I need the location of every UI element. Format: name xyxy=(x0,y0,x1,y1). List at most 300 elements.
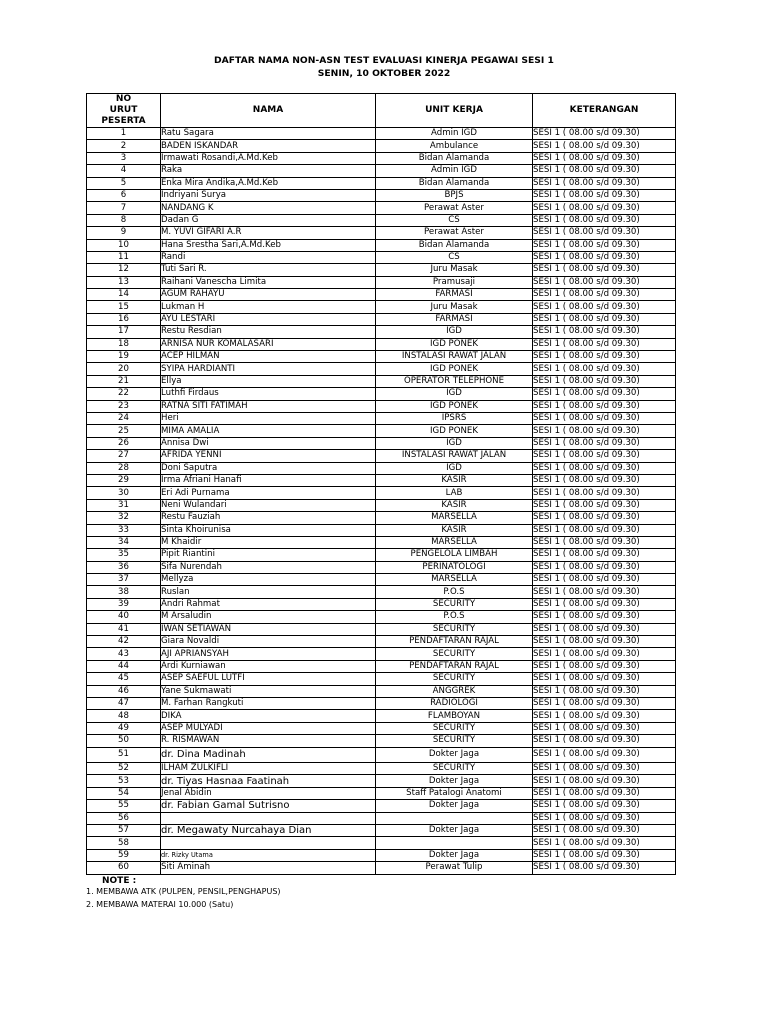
cell-unit: MARSELLA xyxy=(376,574,533,586)
cell-nama: M Khaidir xyxy=(161,536,376,548)
cell-no: 34 xyxy=(87,536,161,548)
cell-keterangan: SESI 1 ( 08.00 s/d 09.30) xyxy=(533,812,676,824)
cell-unit: SECURITY xyxy=(376,648,533,660)
cell-unit: MARSELLA xyxy=(376,512,533,524)
cell-nama: Ratu Sagara xyxy=(161,128,376,140)
cell-no: 22 xyxy=(87,388,161,400)
cell-unit: SECURITY xyxy=(376,623,533,635)
cell-nama: ACEP HILMAN xyxy=(161,351,376,363)
cell-no: 12 xyxy=(87,264,161,276)
cell-nama: dr. Fabian Gamal Sutrisno xyxy=(161,800,376,812)
table-row xyxy=(87,837,676,849)
cell-unit: INSTALASI RAWAT JALAN xyxy=(376,351,533,363)
table-row xyxy=(87,462,676,474)
cell-keterangan: SESI 1 ( 08.00 s/d 09.30) xyxy=(533,289,676,301)
cell-unit: PENDAFTARAN RAJAL xyxy=(376,636,533,648)
table-row xyxy=(87,264,676,276)
cell-keterangan: SESI 1 ( 08.00 s/d 09.30) xyxy=(533,177,676,189)
cell-keterangan: SESI 1 ( 08.00 s/d 09.30) xyxy=(533,697,676,709)
cell-unit: CS xyxy=(376,251,533,263)
document-title: DAFTAR NAMA NON-ASN TEST EVALUASI KINERJA PEGAWAI SESI 1 xyxy=(214,55,554,66)
cell-nama: Neni Wulandari xyxy=(161,499,376,511)
cell-unit: Pramusaji xyxy=(376,276,533,288)
cell-no: 4 xyxy=(87,165,161,177)
cell-unit: SECURITY xyxy=(376,673,533,685)
cell-unit: LAB xyxy=(376,487,533,499)
cell-unit: PENDAFTARAN RAJAL xyxy=(376,660,533,672)
cell-no: 1 xyxy=(87,128,161,140)
cell-no: 26 xyxy=(87,437,161,449)
cell-nama: Yane Sukmawati xyxy=(161,685,376,697)
cell-keterangan: SESI 1 ( 08.00 s/d 09.30) xyxy=(533,128,676,140)
table-row xyxy=(87,549,676,561)
cell-unit xyxy=(376,812,533,824)
cell-unit: P.O.S xyxy=(376,611,533,623)
cell-keterangan: SESI 1 ( 08.00 s/d 09.30) xyxy=(533,487,676,499)
cell-keterangan: SESI 1 ( 08.00 s/d 09.30) xyxy=(533,735,676,747)
cell-no: 53 xyxy=(87,775,161,787)
cell-unit: IGD xyxy=(376,437,533,449)
cell-unit: KASIR xyxy=(376,524,533,536)
table-row xyxy=(87,735,676,747)
cell-keterangan: SESI 1 ( 08.00 s/d 09.30) xyxy=(533,338,676,350)
cell-no: 29 xyxy=(87,474,161,486)
cell-no: 60 xyxy=(87,862,161,874)
cell-keterangan: SESI 1 ( 08.00 s/d 09.30) xyxy=(533,787,676,799)
table-row xyxy=(87,586,676,598)
table-row xyxy=(87,812,676,824)
cell-unit: Admin IGD xyxy=(376,128,533,140)
cell-unit: CS xyxy=(376,214,533,226)
cell-no: 43 xyxy=(87,648,161,660)
cell-no: 33 xyxy=(87,524,161,536)
table-row xyxy=(87,363,676,375)
cell-no: 18 xyxy=(87,338,161,350)
cell-unit: Bidan Alamanda xyxy=(376,177,533,189)
table-row xyxy=(87,189,676,201)
cell-unit: Dokter Jaga xyxy=(376,849,533,861)
cell-nama: Dadan G xyxy=(161,214,376,226)
cell-nama: SYIPA HARDIANTI xyxy=(161,363,376,375)
cell-unit: Perawat Aster xyxy=(376,202,533,214)
table-row xyxy=(87,450,676,462)
table-row xyxy=(87,824,676,836)
cell-nama: Pipit Riantini xyxy=(161,549,376,561)
cell-keterangan: SESI 1 ( 08.00 s/d 09.30) xyxy=(533,251,676,263)
table-row xyxy=(87,512,676,524)
cell-keterangan: SESI 1 ( 08.00 s/d 09.30) xyxy=(533,326,676,338)
cell-keterangan: SESI 1 ( 08.00 s/d 09.30) xyxy=(533,512,676,524)
table-row xyxy=(87,697,676,709)
cell-unit: IPSRS xyxy=(376,412,533,424)
cell-no: 44 xyxy=(87,660,161,672)
cell-no: 8 xyxy=(87,214,161,226)
cell-no: 41 xyxy=(87,623,161,635)
table-body xyxy=(87,128,676,875)
col-header-keterangan: KETERANGAN xyxy=(533,94,676,128)
cell-keterangan: SESI 1 ( 08.00 s/d 09.30) xyxy=(533,747,676,763)
cell-unit: Juru Masak xyxy=(376,301,533,313)
cell-nama: DIKA xyxy=(161,710,376,722)
cell-unit: IGD PONEK xyxy=(376,400,533,412)
cell-no: 48 xyxy=(87,710,161,722)
table-header-row xyxy=(87,94,676,128)
table-row xyxy=(87,787,676,799)
table-row xyxy=(87,474,676,486)
cell-no: 35 xyxy=(87,549,161,561)
table-row xyxy=(87,487,676,499)
cell-nama: Sinta Khoirunisa xyxy=(161,524,376,536)
cell-keterangan: SESI 1 ( 08.00 s/d 09.30) xyxy=(533,165,676,177)
table-row xyxy=(87,375,676,387)
cell-nama: M. Farhan Rangkuti xyxy=(161,697,376,709)
document-date: SENIN, 10 OKTOBER 2022 xyxy=(317,68,451,79)
cell-nama: Ardi Kurniawan xyxy=(161,660,376,672)
cell-unit: FLAMBOYAN xyxy=(376,710,533,722)
table-row xyxy=(87,313,676,325)
cell-unit: IGD xyxy=(376,326,533,338)
cell-no: 42 xyxy=(87,636,161,648)
cell-nama: Enka Mira Andika,A.Md.Keb xyxy=(161,177,376,189)
cell-nama: ASEP MULYADI xyxy=(161,722,376,734)
cell-unit: IGD PONEK xyxy=(376,338,533,350)
cell-no: 6 xyxy=(87,189,161,201)
cell-nama: Doni Saputra xyxy=(161,462,376,474)
table-row xyxy=(87,648,676,660)
cell-keterangan: SESI 1 ( 08.00 s/d 09.30) xyxy=(533,388,676,400)
cell-nama xyxy=(161,812,376,824)
cell-no: 47 xyxy=(87,697,161,709)
cell-keterangan: SESI 1 ( 08.00 s/d 09.30) xyxy=(533,598,676,610)
cell-keterangan: SESI 1 ( 08.00 s/d 09.30) xyxy=(533,648,676,660)
cell-keterangan: SESI 1 ( 08.00 s/d 09.30) xyxy=(533,462,676,474)
cell-nama: ASEP SAEFUL LUTFI xyxy=(161,673,376,685)
cell-unit: BPJS xyxy=(376,189,533,201)
cell-no: 32 xyxy=(87,512,161,524)
cell-keterangan: SESI 1 ( 08.00 s/d 09.30) xyxy=(533,536,676,548)
cell-unit: Dokter Jaga xyxy=(376,800,533,812)
cell-nama: Restu Resdian xyxy=(161,326,376,338)
cell-nama: Mellyza xyxy=(161,574,376,586)
table-row xyxy=(87,849,676,861)
cell-no: 39 xyxy=(87,598,161,610)
cell-nama: AFRIDA YENNI xyxy=(161,450,376,462)
cell-keterangan: SESI 1 ( 08.00 s/d 09.30) xyxy=(533,660,676,672)
cell-keterangan: SESI 1 ( 08.00 s/d 09.30) xyxy=(533,313,676,325)
cell-keterangan: SESI 1 ( 08.00 s/d 09.30) xyxy=(533,824,676,836)
table-row xyxy=(87,598,676,610)
cell-nama: Jenal Abidin xyxy=(161,787,376,799)
cell-keterangan: SESI 1 ( 08.00 s/d 09.30) xyxy=(533,474,676,486)
cell-nama: Heri xyxy=(161,412,376,424)
table-row xyxy=(87,623,676,635)
cell-unit: KASIR xyxy=(376,474,533,486)
table-row xyxy=(87,710,676,722)
cell-nama: IWAN SETIAWAN xyxy=(161,623,376,635)
cell-unit: IGD xyxy=(376,388,533,400)
cell-keterangan: SESI 1 ( 08.00 s/d 09.30) xyxy=(533,574,676,586)
cell-unit: Bidan Alamanda xyxy=(376,152,533,164)
cell-keterangan: SESI 1 ( 08.00 s/d 09.30) xyxy=(533,685,676,697)
cell-keterangan: SESI 1 ( 08.00 s/d 09.30) xyxy=(533,363,676,375)
cell-keterangan: SESI 1 ( 08.00 s/d 09.30) xyxy=(533,499,676,511)
cell-unit: Juru Masak xyxy=(376,264,533,276)
cell-no: 5 xyxy=(87,177,161,189)
cell-keterangan: SESI 1 ( 08.00 s/d 09.30) xyxy=(533,623,676,635)
table-row xyxy=(87,227,676,239)
cell-unit: Perawat Tulip xyxy=(376,862,533,874)
cell-no: 13 xyxy=(87,276,161,288)
cell-unit: Dokter Jaga xyxy=(376,747,533,763)
cell-no: 30 xyxy=(87,487,161,499)
cell-keterangan: SESI 1 ( 08.00 s/d 09.30) xyxy=(533,189,676,201)
cell-keterangan: SESI 1 ( 08.00 s/d 09.30) xyxy=(533,549,676,561)
cell-no: 19 xyxy=(87,351,161,363)
cell-keterangan: SESI 1 ( 08.00 s/d 09.30) xyxy=(533,425,676,437)
cell-no: 10 xyxy=(87,239,161,251)
cell-unit: Dokter Jaga xyxy=(376,824,533,836)
note-item: 1. MEMBAWA ATK (PULPEN, PENSIL,PENGHAPUS) xyxy=(86,887,281,896)
cell-keterangan: SESI 1 ( 08.00 s/d 09.30) xyxy=(533,202,676,214)
cell-keterangan: SESI 1 ( 08.00 s/d 09.30) xyxy=(533,722,676,734)
cell-nama: Andri Rahmat xyxy=(161,598,376,610)
cell-no: 59 xyxy=(87,849,161,861)
cell-keterangan: SESI 1 ( 08.00 s/d 09.30) xyxy=(533,710,676,722)
cell-unit: Dokter Jaga xyxy=(376,775,533,787)
cell-unit: SECURITY xyxy=(376,763,533,775)
cell-unit: PENGELOLA LIMBAH xyxy=(376,549,533,561)
cell-keterangan: SESI 1 ( 08.00 s/d 09.30) xyxy=(533,276,676,288)
cell-no: 7 xyxy=(87,202,161,214)
col-header-no: NO URUT PESERTA xyxy=(87,94,161,128)
cell-no: 31 xyxy=(87,499,161,511)
cell-nama: Raka xyxy=(161,165,376,177)
cell-unit: SECURITY xyxy=(376,722,533,734)
table-row xyxy=(87,685,676,697)
cell-unit: IGD xyxy=(376,462,533,474)
table-row xyxy=(87,574,676,586)
cell-unit: OPERATOR TELEPHONE xyxy=(376,375,533,387)
cell-no: 58 xyxy=(87,837,161,849)
cell-unit: IGD PONEK xyxy=(376,425,533,437)
table-row xyxy=(87,128,676,140)
cell-nama: Siti Aminah xyxy=(161,862,376,874)
cell-unit: FARMASI xyxy=(376,313,533,325)
cell-nama: Hana Srestha Sari,A.Md.Keb xyxy=(161,239,376,251)
cell-nama: Ellya xyxy=(161,375,376,387)
table-row xyxy=(87,338,676,350)
cell-keterangan: SESI 1 ( 08.00 s/d 09.30) xyxy=(533,140,676,152)
table-row xyxy=(87,425,676,437)
participant-table xyxy=(86,93,676,875)
cell-keterangan: SESI 1 ( 08.00 s/d 09.30) xyxy=(533,351,676,363)
cell-nama: Restu Fauziah xyxy=(161,512,376,524)
cell-no: 17 xyxy=(87,326,161,338)
cell-nama: Ruslan xyxy=(161,586,376,598)
table-row xyxy=(87,747,676,763)
cell-keterangan: SESI 1 ( 08.00 s/d 09.30) xyxy=(533,862,676,874)
cell-no: 57 xyxy=(87,824,161,836)
cell-nama: M Arsaludin xyxy=(161,611,376,623)
note-heading: NOTE : xyxy=(102,876,137,886)
cell-nama: dr. Tiyas Hasnaa Faatinah xyxy=(161,775,376,787)
table-row xyxy=(87,276,676,288)
cell-nama: Eri Adi Purnama xyxy=(161,487,376,499)
cell-keterangan: SESI 1 ( 08.00 s/d 09.30) xyxy=(533,214,676,226)
table-row xyxy=(87,673,676,685)
cell-no: 25 xyxy=(87,425,161,437)
table-row xyxy=(87,763,676,775)
table-row xyxy=(87,561,676,573)
table-row xyxy=(87,301,676,313)
cell-unit: Staff Patalogi Anatomi xyxy=(376,787,533,799)
cell-nama: RATNA SITI FATIMAH xyxy=(161,400,376,412)
cell-keterangan: SESI 1 ( 08.00 s/d 09.30) xyxy=(533,561,676,573)
cell-keterangan: SESI 1 ( 08.00 s/d 09.30) xyxy=(533,152,676,164)
table-row xyxy=(87,239,676,251)
cell-no: 21 xyxy=(87,375,161,387)
cell-nama: dr. Dina Madinah xyxy=(161,747,376,763)
cell-unit: FARMASI xyxy=(376,289,533,301)
table-row xyxy=(87,499,676,511)
cell-keterangan: SESI 1 ( 08.00 s/d 09.30) xyxy=(533,837,676,849)
cell-unit: Admin IGD xyxy=(376,165,533,177)
cell-no: 55 xyxy=(87,800,161,812)
table-row xyxy=(87,862,676,874)
cell-nama: MIMA AMALIA xyxy=(161,425,376,437)
cell-keterangan: SESI 1 ( 08.00 s/d 09.30) xyxy=(533,227,676,239)
cell-keterangan: SESI 1 ( 08.00 s/d 09.30) xyxy=(533,673,676,685)
cell-no: 45 xyxy=(87,673,161,685)
cell-keterangan: SESI 1 ( 08.00 s/d 09.30) xyxy=(533,239,676,251)
cell-no: 11 xyxy=(87,251,161,263)
table-row xyxy=(87,326,676,338)
cell-nama: Indriyani Surya xyxy=(161,189,376,201)
cell-no: 54 xyxy=(87,787,161,799)
cell-nama: AJI APRIANSYAH xyxy=(161,648,376,660)
cell-nama: dr. Megawaty Nurcahaya Dian xyxy=(161,824,376,836)
cell-keterangan: SESI 1 ( 08.00 s/d 09.30) xyxy=(533,775,676,787)
cell-unit: SECURITY xyxy=(376,735,533,747)
cell-no: 50 xyxy=(87,735,161,747)
cell-nama: Luthfi Firdaus xyxy=(161,388,376,400)
cell-nama: Lukman H xyxy=(161,301,376,313)
cell-keterangan: SESI 1 ( 08.00 s/d 09.30) xyxy=(533,763,676,775)
table-row xyxy=(87,165,676,177)
cell-no: 24 xyxy=(87,412,161,424)
cell-nama: AGUM RAHAYU xyxy=(161,289,376,301)
cell-keterangan: SESI 1 ( 08.00 s/d 09.30) xyxy=(533,800,676,812)
table-row xyxy=(87,611,676,623)
cell-nama: Tuti Sari R. xyxy=(161,264,376,276)
cell-no: 9 xyxy=(87,227,161,239)
cell-unit: Bidan Alamanda xyxy=(376,239,533,251)
cell-no: 28 xyxy=(87,462,161,474)
note-item: 2. MEMBAWA MATERAI 10.000 (Satu) xyxy=(86,900,234,909)
cell-unit: INSTALASI RAWAT JALAN xyxy=(376,450,533,462)
cell-no: 38 xyxy=(87,586,161,598)
table-row xyxy=(87,202,676,214)
cell-no: 56 xyxy=(87,812,161,824)
cell-keterangan: SESI 1 ( 08.00 s/d 09.30) xyxy=(533,636,676,648)
table-row xyxy=(87,800,676,812)
cell-no: 3 xyxy=(87,152,161,164)
table-row xyxy=(87,289,676,301)
cell-keterangan: SESI 1 ( 08.00 s/d 09.30) xyxy=(533,437,676,449)
cell-unit: KASIR xyxy=(376,499,533,511)
cell-keterangan: SESI 1 ( 08.00 s/d 09.30) xyxy=(533,301,676,313)
cell-nama: Raihani Vanescha Limita xyxy=(161,276,376,288)
cell-unit: ANGGREK xyxy=(376,685,533,697)
table-row xyxy=(87,351,676,363)
table-row xyxy=(87,775,676,787)
cell-no: 46 xyxy=(87,685,161,697)
cell-no: 23 xyxy=(87,400,161,412)
cell-keterangan: SESI 1 ( 08.00 s/d 09.30) xyxy=(533,400,676,412)
cell-nama: BADEN ISKANDAR xyxy=(161,140,376,152)
cell-nama: Annisa Dwi xyxy=(161,437,376,449)
table-row xyxy=(87,437,676,449)
table-row xyxy=(87,388,676,400)
cell-keterangan: SESI 1 ( 08.00 s/d 09.30) xyxy=(533,412,676,424)
table-row xyxy=(87,400,676,412)
cell-no: 2 xyxy=(87,140,161,152)
cell-nama: ILHAM ZULKIFLI xyxy=(161,763,376,775)
table-row xyxy=(87,722,676,734)
cell-unit xyxy=(376,837,533,849)
cell-no: 14 xyxy=(87,289,161,301)
cell-no: 27 xyxy=(87,450,161,462)
cell-unit: P.O.S xyxy=(376,586,533,598)
cell-no: 49 xyxy=(87,722,161,734)
cell-nama: AYU LESTARI xyxy=(161,313,376,325)
cell-keterangan: SESI 1 ( 08.00 s/d 09.30) xyxy=(533,849,676,861)
cell-nama: R. RISMAWAN xyxy=(161,735,376,747)
cell-nama: Sifa Nurendah xyxy=(161,561,376,573)
cell-unit: MARSELLA xyxy=(376,536,533,548)
table-row xyxy=(87,636,676,648)
cell-nama: Randi xyxy=(161,251,376,263)
cell-nama: ARNISA NUR KOMALASARI xyxy=(161,338,376,350)
cell-keterangan: SESI 1 ( 08.00 s/d 09.30) xyxy=(533,450,676,462)
table-row xyxy=(87,660,676,672)
cell-no: 40 xyxy=(87,611,161,623)
cell-nama: Irma Afriani Hanafi xyxy=(161,474,376,486)
cell-nama: dr. Rizky Utama xyxy=(161,849,376,861)
cell-no: 51 xyxy=(87,747,161,763)
cell-unit: Perawat Aster xyxy=(376,227,533,239)
cell-nama xyxy=(161,837,376,849)
table-row xyxy=(87,412,676,424)
cell-no: 37 xyxy=(87,574,161,586)
cell-keterangan: SESI 1 ( 08.00 s/d 09.30) xyxy=(533,611,676,623)
cell-no: 15 xyxy=(87,301,161,313)
table-row xyxy=(87,214,676,226)
table-row xyxy=(87,152,676,164)
cell-unit: PERINATOLOGI xyxy=(376,561,533,573)
cell-keterangan: SESI 1 ( 08.00 s/d 09.30) xyxy=(533,375,676,387)
cell-keterangan: SESI 1 ( 08.00 s/d 09.30) xyxy=(533,586,676,598)
table-row xyxy=(87,524,676,536)
cell-unit: IGD PONEK xyxy=(376,363,533,375)
cell-keterangan: SESI 1 ( 08.00 s/d 09.30) xyxy=(533,264,676,276)
cell-nama: Giara Novaldi xyxy=(161,636,376,648)
cell-no: 36 xyxy=(87,561,161,573)
table-row xyxy=(87,251,676,263)
cell-unit: Ambulance xyxy=(376,140,533,152)
table-row xyxy=(87,536,676,548)
cell-nama: Irmawati Rosandi,A.Md.Keb xyxy=(161,152,376,164)
